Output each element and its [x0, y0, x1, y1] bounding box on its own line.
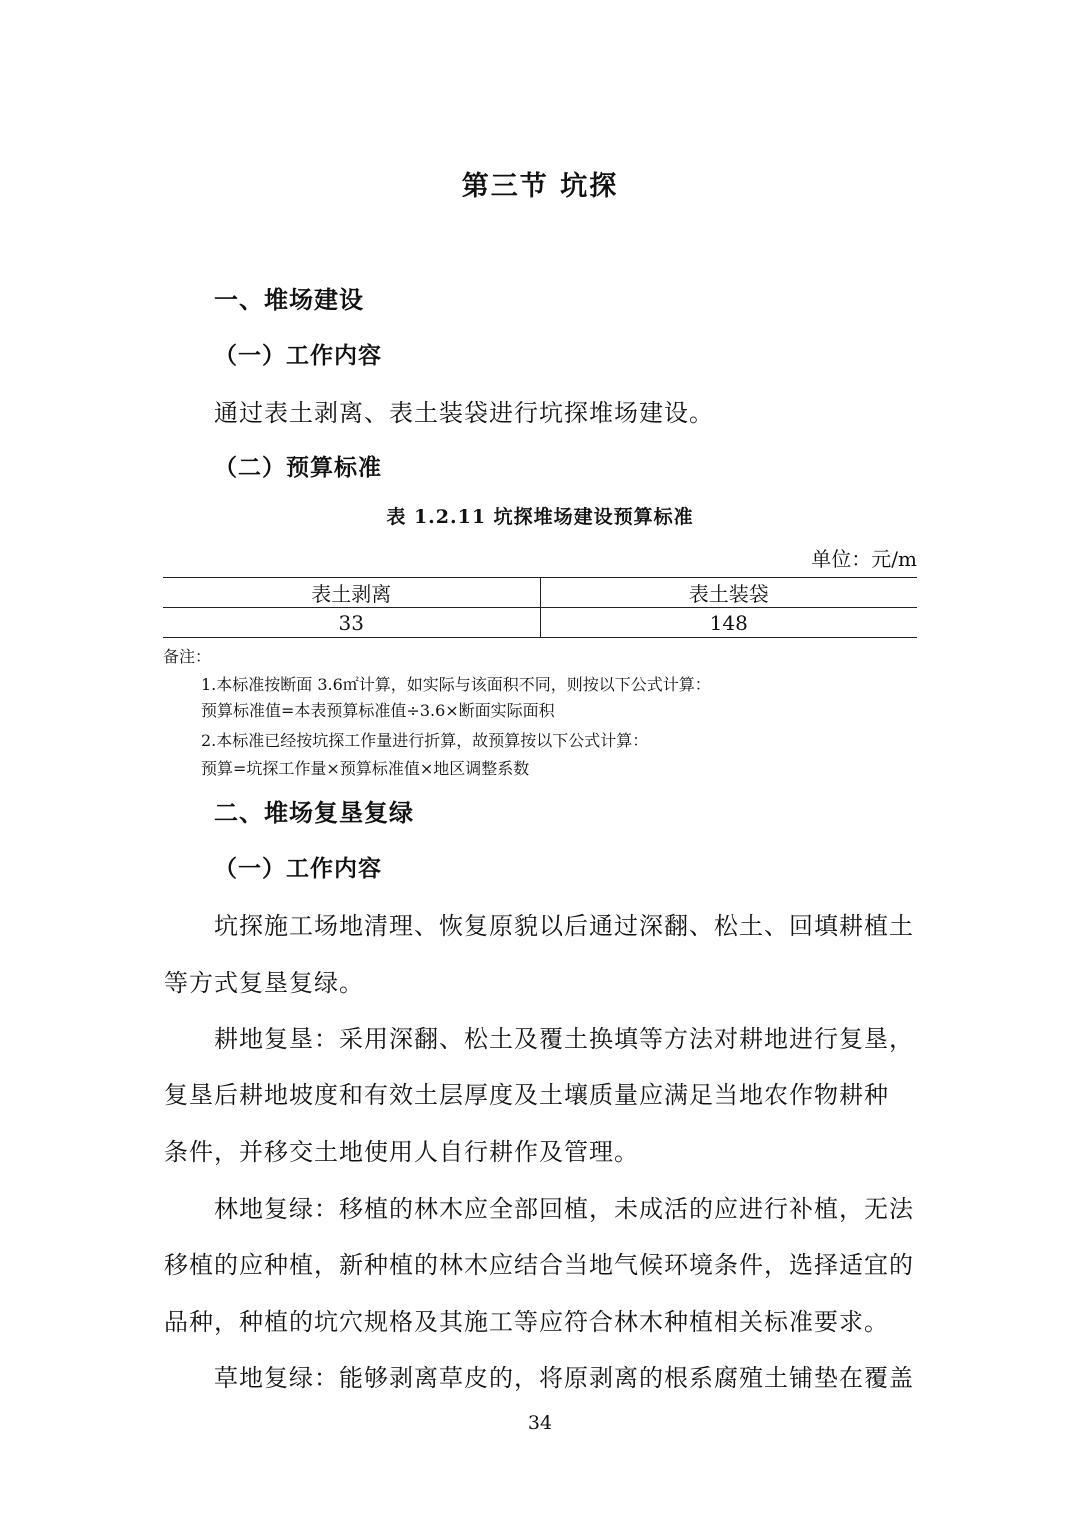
- body-line: 草地复绿：能够剥离草皮的，将原剥离的根系腐殖土铺垫在覆盖: [214, 1364, 914, 1392]
- section1-sub1-heading: （一）工作内容: [214, 342, 382, 369]
- page-title: 第三节 坑探: [461, 171, 619, 202]
- table-row: [163, 608, 917, 638]
- body-line: 耕地复垦：采用深翻、松土及覆土换填等方法对耕地进行复垦，: [214, 1025, 914, 1053]
- note-line-4: 预算=坑探工作量×预算标准值×地区调整系数: [201, 759, 530, 778]
- table-cell: 33: [163, 608, 540, 638]
- note-line-2: 预算标准值=本表预算标准值÷3.6×断面实际面积: [201, 701, 555, 720]
- body-line: 移植的应种植，新种植的林木应结合当地气候环境条件，选择适宜的: [164, 1251, 914, 1279]
- table-header-cell: 表土装袋: [540, 578, 917, 608]
- body-line: 坑探施工场地清理、恢复原貌以后通过深翻、松土、回填耕植土: [214, 912, 914, 940]
- section1-heading: 一、堆场建设: [214, 285, 364, 314]
- body-line: 等方式复垦复绿。: [164, 969, 364, 997]
- section1-sub2-heading: （二）预算标准: [214, 454, 382, 481]
- body-line: 品种，种植的坑穴规格及其施工等应符合林木种植相关标准要求。: [164, 1308, 889, 1336]
- section1-sub1-text: 通过表土剥离、表土装袋进行坑探堆场建设。: [214, 399, 714, 427]
- body-line: 复垦后耕地坡度和有效土层厚度及土壤质量应满足当地农作物耕种: [164, 1081, 889, 1109]
- table-unit: 单位：元/m: [811, 547, 917, 571]
- page-number: 34: [527, 1412, 553, 1434]
- table-caption: 表 1.2.11 坑探堆场建设预算标准: [386, 506, 694, 528]
- table-header-cell: 表土剥离: [163, 578, 540, 608]
- note-line-3: 2.本标准已经按坑探工作量进行折算，故预算按以下公式计算：: [201, 731, 649, 750]
- section2-sub1-heading: （一）工作内容: [214, 855, 382, 882]
- table-header-row: [163, 578, 917, 608]
- body-line: 林地复绿：移植的林木应全部回植，未成活的应进行补植，无法: [214, 1195, 914, 1223]
- table-cell: 148: [540, 608, 917, 638]
- note-line-1: 1.本标准按断面 3.6㎡计算，如实际与该面积不同，则按以下公式计算：: [201, 675, 711, 694]
- budget-table: [163, 577, 917, 638]
- body-line: 条件，并移交土地使用人自行耕作及管理。: [164, 1138, 639, 1166]
- section2-heading: 二、堆场复垦复绿: [214, 798, 414, 827]
- notes-label: 备注：: [163, 647, 212, 666]
